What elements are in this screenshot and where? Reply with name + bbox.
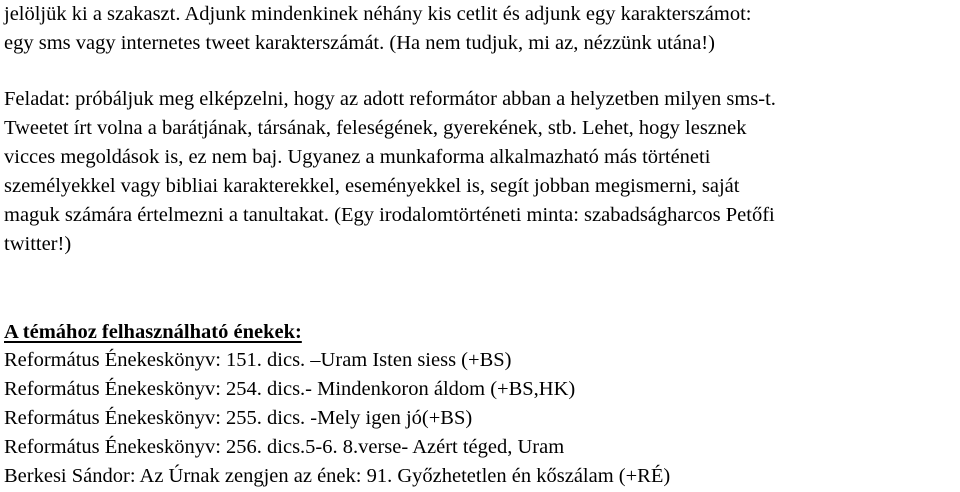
songs-heading: A témához felhasználható énekek:: [4, 321, 302, 343]
song-item: Berkesi Sándor: Az Úrnak zengjen az ének: 91. Győzhetetlen én kőszálam (+RÉ): [4, 465, 671, 487]
intro-line-1: jelöljük ki a szakaszt. Adjunk mindenkinek néhány kis cetlit és adjunk egy karakterszámot:: [4, 3, 752, 25]
song-item: Református Énekeskönyv: 255. dics. -Mely igen jó(+BS): [4, 407, 473, 429]
task-line-1: Feladat: próbáljuk meg elképzelni, hogy az adott reformátor abban a helyzetben milyen sms-t.: [4, 88, 776, 110]
song-item: Református Énekeskönyv: 256. dics.5-6. 8.verse- Azért téged, Uram: [4, 436, 565, 458]
intro-paragraph: [4, 0, 751, 58]
task-line-3: vicces megoldások is, ez nem baj. Ugyanez a munkaforma alkalmazható más történeti: [4, 146, 711, 168]
song-list: [4, 346, 670, 491]
task-paragraph: [4, 85, 776, 259]
task-line-6: twitter!): [4, 233, 72, 255]
task-line-4: személyekkel vagy bibliai karakterekkel, eseményekkel is, segít jobban megismerni, saját: [4, 175, 740, 197]
intro-line-2: egy sms vagy internetes tweet karakterszámát. (Ha nem tudjuk, mi az, nézzünk utána!): [4, 32, 715, 54]
song-item: Református Énekeskönyv: 151. dics. –Uram Isten siess (+BS): [4, 349, 512, 371]
task-line-2: Tweetet írt volna a barátjának, társának, feleségének, gyerekének, stb. Lehet, hogy lesznek: [4, 117, 747, 139]
task-line-5: maguk számára értelmezni a tanultakat. (Egy irodalomtörténeti minta: szabadságharcos Petőfi: [4, 204, 775, 226]
song-item: Református Énekeskönyv: 254. dics.- Mindenkoron áldom (+BS,HK): [4, 378, 576, 400]
